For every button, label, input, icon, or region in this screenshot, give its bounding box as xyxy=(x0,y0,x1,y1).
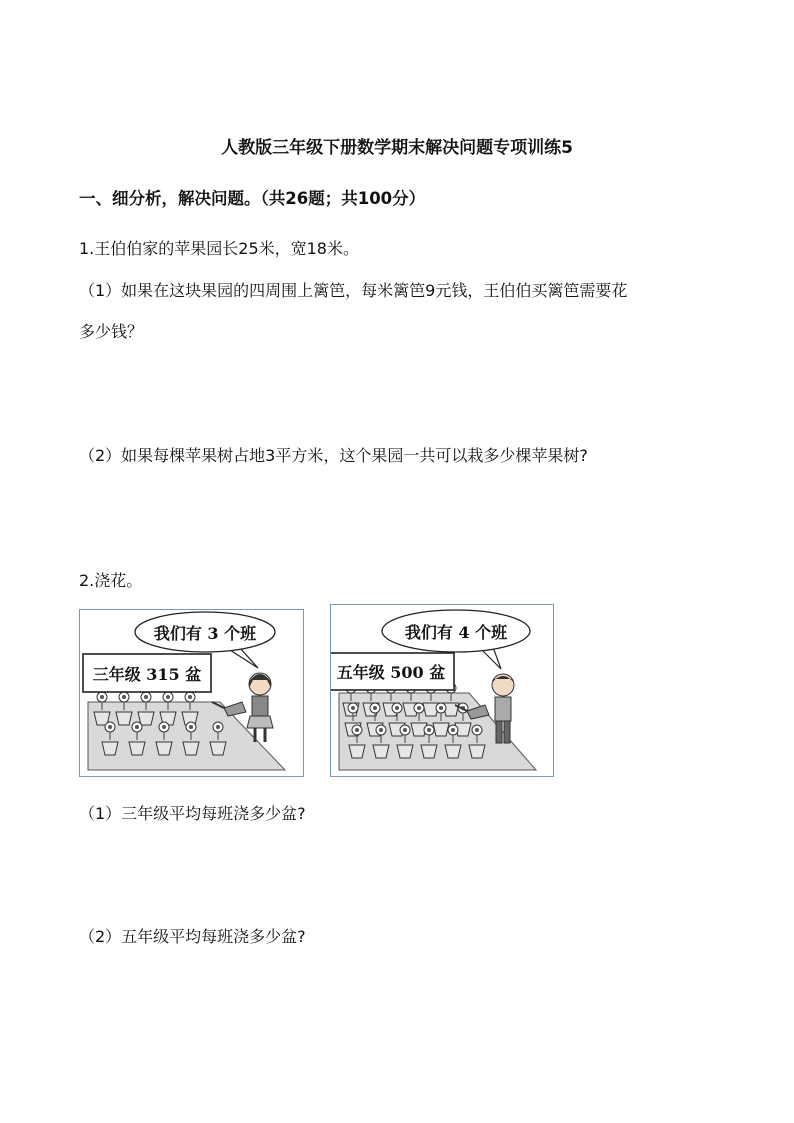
section-heading: 一、细分析，解决问题。（共26题；共100分） xyxy=(79,189,426,208)
problem-2-stem: 2.浇花。 xyxy=(79,571,143,590)
problem-1-stem: 1.王伯伯家的苹果园长25米，宽18米。 xyxy=(79,239,359,258)
problem-1-question-2: （2）如果每棵苹果树占地3平方米，这个果园一共可以栽多少棵苹果树? xyxy=(79,446,588,465)
sign-text: 三年级 315 盆 xyxy=(92,665,202,684)
third-grade-illustration xyxy=(79,609,304,777)
problem-1-question-1-line-1: （1）如果在这块果园的四周围上篱笆，每米篱笆9元钱，王伯伯买篱笆需要花 xyxy=(79,281,628,300)
bubble-text: 我们有 4 个班 xyxy=(404,623,508,642)
page-title: 人教版三年级下册数学期末解决问题专项训练5 xyxy=(221,138,573,158)
bubble-text: 我们有 3 个班 xyxy=(153,624,257,643)
problem-2-question-2: （2）五年级平均每班浇多少盆? xyxy=(79,927,306,946)
problem-1-question-1-line-2: 多少钱？ xyxy=(79,322,144,341)
sign-text: 五年级 500 盆 xyxy=(336,663,446,682)
fifth-grade-scene-image xyxy=(331,605,553,776)
third-grade-scene-image xyxy=(80,610,303,776)
fifth-grade-illustration xyxy=(330,604,554,777)
problem-2-question-1: （1）三年级平均每班浇多少盆? xyxy=(79,804,306,823)
